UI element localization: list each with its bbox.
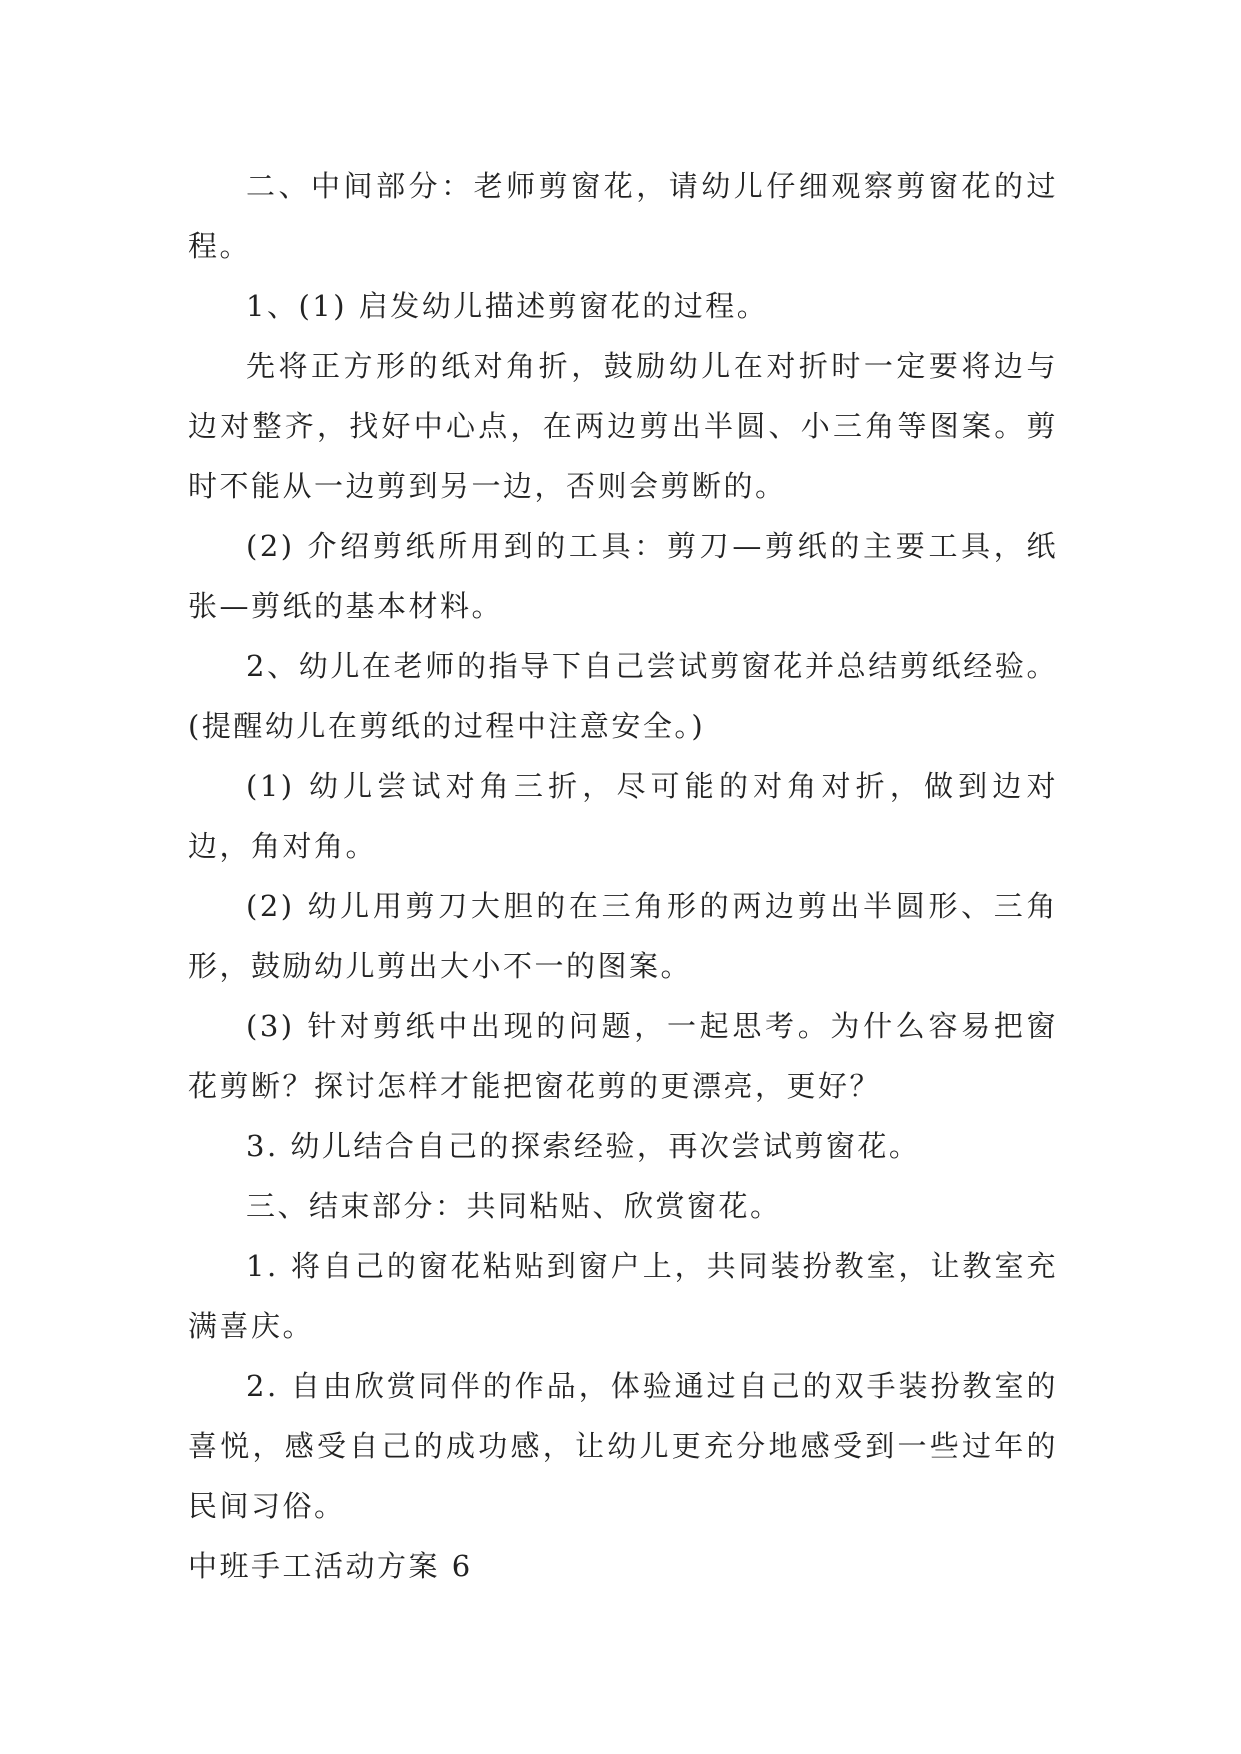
paragraph-folding-instructions: 先将正方形的纸对角折，鼓励幼儿在对折时一定要将边与边对整齐，找好中心点，在两边剪出半圆、小三角等图案。剪时不能从一边剪到另一边，否则会剪断的。: [188, 349, 1058, 503]
next-section-heading: 中班手工活动方案 6: [188, 1549, 473, 1583]
paragraph-step-1-1: 1、(1) 启发幼儿描述剪窗花的过程。: [246, 289, 769, 323]
paragraph-step-2: 2、幼儿在老师的指导下自己尝试剪窗花并总结剪纸经验。(提醒幼儿在剪纸的过程中注意安全。): [188, 649, 1058, 743]
paragraph-step-1-2-tools: (2) 介绍剪纸所用到的工具：剪刀—剪纸的主要工具，纸张—剪纸的基本材料。: [188, 529, 1058, 623]
paragraph-middle-section: 二、中间部分：老师剪窗花，请幼儿仔细观察剪窗花的过程。: [188, 169, 1058, 263]
paragraph-step-3: 3. 幼儿结合自己的探索经验，再次尝试剪窗花。: [246, 1129, 921, 1163]
paragraph-step-2-3: (3) 针对剪纸中出现的问题，一起思考。为什么容易把窗花剪断？探讨怎样才能把窗花剪的更漂亮，更好？: [188, 1009, 1058, 1103]
document-body: [188, 156, 1058, 1596]
paragraph-end-step-1: 1. 将自己的窗花粘贴到窗户上，共同装扮教室，让教室充满喜庆。: [188, 1249, 1058, 1343]
paragraph-step-2-2: (2) 幼儿用剪刀大胆的在三角形的两边剪出半圆形、三角形，鼓励幼儿剪出大小不一的图案。: [188, 889, 1058, 983]
paragraph-end-step-2: 2. 自由欣赏同伴的作品，体验通过自己的双手装扮教室的喜悦，感受自己的成功感，让幼儿更充分地感受到一些过年的民间习俗。: [188, 1369, 1058, 1523]
paragraph-step-2-1: (1) 幼儿尝试对角三折，尽可能的对角对折，做到边对边，角对角。: [188, 769, 1058, 863]
paragraph-end-section: 三、结束部分：共同粘贴、欣赏窗花。: [246, 1189, 782, 1223]
